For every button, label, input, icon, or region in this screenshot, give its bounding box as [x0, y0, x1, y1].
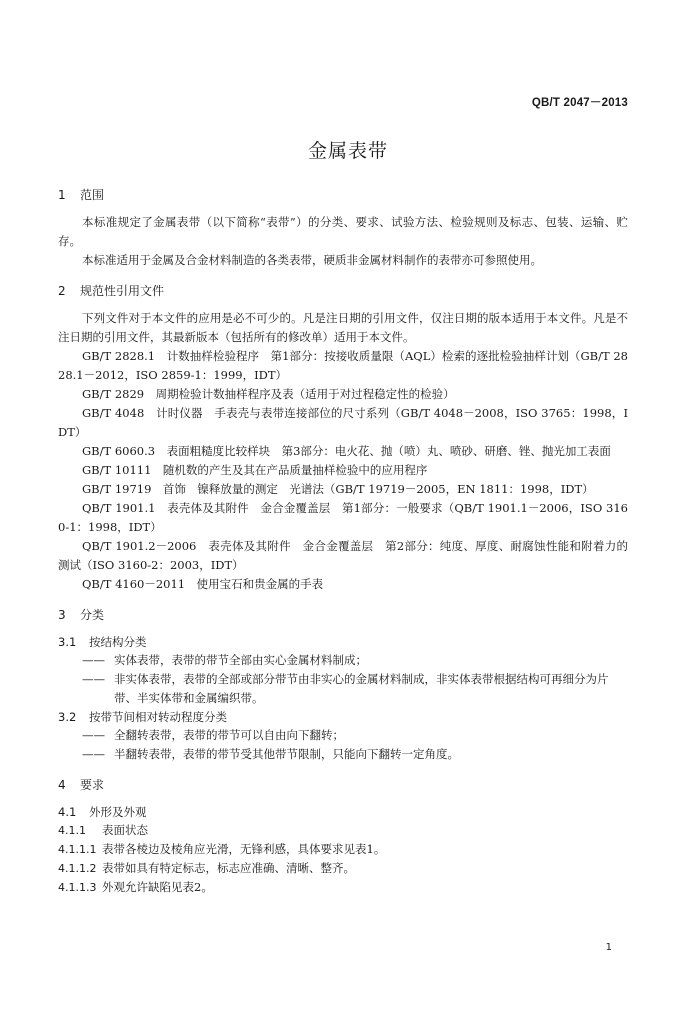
section-title: 要求 — [80, 778, 105, 792]
clause-text: 表带各棱边及棱角应光滑，无锋利感，具体要求见表1。 — [102, 842, 386, 856]
section-3-heading — [58, 606, 628, 624]
list-item-text: 半翻转表带，表带的带节受其他带节限制，只能向下翻转一定角度。 — [114, 747, 459, 761]
document-body — [58, 186, 628, 897]
subsection-number: 4.1.1 — [58, 824, 86, 837]
section-number: 2 — [58, 284, 66, 298]
subsection-4-1-heading — [58, 803, 628, 821]
section-4-heading — [58, 776, 628, 794]
paragraph: 本标准规定了金属表带（以下简称“表带”）的分类、要求、试验方法、检验规则及标志、包装、运输、贮存。 — [58, 215, 628, 248]
section-number: 1 — [58, 188, 66, 202]
subsection-title: 按带节间相对转动程度分类 — [89, 710, 227, 724]
section-title: 范围 — [80, 188, 105, 202]
section-number: 4 — [58, 778, 66, 792]
clause-item — [58, 878, 628, 897]
section-number: 3 — [58, 608, 66, 622]
clause-text: 外观允许缺陷见表2。 — [102, 880, 213, 894]
list-item — [58, 670, 628, 708]
clause-number: 4.1.1.3 — [58, 881, 97, 894]
clause-text: 表带如具有特定标志，标志应准确、清晰、整齐。 — [102, 861, 355, 875]
dash-mark: —— — [82, 653, 105, 667]
document-title: 金属表带 — [307, 140, 388, 162]
clause-number: 4.1.1.2 — [58, 862, 97, 875]
reference-entry: QB/T 1901.1 表壳体及其附件 金合金覆盖层 第1部分：一般要求（QB/T 1901.1－2006，ISO 3160-1：1998，IDT） — [58, 501, 628, 534]
list-item — [58, 726, 628, 745]
page-number: 1 — [605, 942, 612, 953]
subsection-title: 表面状态 — [102, 823, 148, 837]
reference-entry: GB/T 2828.1 计数抽样检验程序 第1部分：按接收质量限（AQL）检索的逐批检验抽样计划（GB/T 2828.1－2012，ISO 2859-1：1999，IDT） — [58, 349, 628, 382]
dash-mark: —— — [82, 728, 105, 742]
dash-mark: —— — [82, 747, 105, 761]
standard-code: QB/T 2047－2013 — [531, 97, 628, 109]
section-title: 分类 — [80, 608, 105, 622]
subsection-4-1-1-heading — [58, 821, 628, 840]
subsection-title: 按结构分类 — [89, 635, 147, 649]
section-title: 规范性引用文件 — [80, 284, 165, 298]
list-item — [58, 745, 628, 764]
subsection-number: 3.1 — [58, 635, 77, 649]
subsection-number: 4.1 — [58, 805, 77, 819]
clause-number: 4.1.1.1 — [58, 843, 97, 856]
clause-item — [58, 859, 628, 878]
paragraph: 本标准适用于金属及合金材料制造的各类表带，硬质非金属材料制作的表带亦可参照使用。 — [82, 253, 542, 267]
list-item-text: 非实体表带，表带的全部或部分带节由非实心的金属材料制成，非实体表带根据结构可再细分为片带、半实体带和金属编织带。 — [114, 672, 609, 705]
list-item — [58, 651, 628, 670]
list-item-text: 全翻转表带，表带的带节可以自由向下翻转； — [114, 728, 344, 742]
reference-entry: GB/T 10111 随机数的产生及其在产品质量抽样检验中的应用程序 — [82, 463, 428, 477]
clause-item — [58, 840, 628, 859]
dash-mark: —— — [82, 672, 105, 686]
list-item-text: 实体表带，表带的带节全部由实心金属材料制成； — [114, 653, 367, 667]
reference-entry: GB/T 6060.3 表面粗糙度比较样块 第3部分：电火花、抛（喷）丸、喷砂、研磨、锉、抛光加工表面 — [82, 444, 611, 458]
reference-entry: QB/T 4160－2011 使用宝石和贵金属的手表 — [82, 577, 324, 591]
reference-entry: GB/T 4048 计时仪器 手表壳与表带连接部位的尺寸系列（GB/T 4048－2008，ISO 3765：1998，IDT） — [58, 406, 628, 439]
reference-entry: GB/T 2829 周期检验计数抽样程序及表（适用于对过程稳定性的检验） — [82, 387, 455, 401]
paragraph: 下列文件对于本文件的应用是必不可少的。凡是注日期的引用文件，仅注日期的版本适用于本文件。凡是不注日期的引用文件，其最新版本（包括所有的修改单）适用于本文件。 — [58, 311, 628, 344]
subsection-3-1-heading — [58, 633, 628, 651]
section-2-heading — [58, 282, 628, 300]
reference-entry: GB/T 19719 首饰 镍释放量的测定 光谱法（GB/T 19719－2005，EN 1811：1998，IDT） — [82, 482, 594, 496]
section-1-heading — [58, 186, 628, 204]
reference-entry: QB/T 1901.2－2006 表壳体及其附件 金合金覆盖层 第2部分：纯度、厚度、耐腐蚀性能和附着力的测试（ISO 3160-2：2003，IDT） — [58, 539, 628, 572]
subsection-3-2-heading — [58, 708, 628, 726]
subsection-title: 外形及外观 — [89, 805, 147, 819]
subsection-number: 3.2 — [58, 710, 77, 724]
